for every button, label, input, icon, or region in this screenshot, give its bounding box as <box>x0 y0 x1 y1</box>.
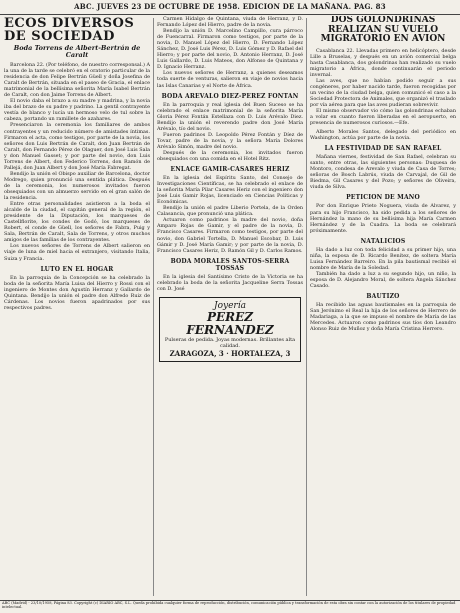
article-paragraph: Por don Enrique Prieto Noguera, viuda de Alvarez, y para su hijo Francisco, ha sido pedida a los señores de Hernández la mano de su bellísima hija María Carmen Hernández y de la Cuadra. La boda se celebrará próximamente. <box>310 203 456 234</box>
article-paragraph: Los nuevos señores de Torrens de Albert salieron en viaje de luna de miel hacia el extranjero, visitando Italia, Suiza y Francia. <box>4 243 150 262</box>
article-paragraph: Alberto Morales Santos, delegado del periódico en Washington, actúa por parte de la novia. <box>310 129 456 142</box>
ad-brand: PEREZ FERNANDEZ <box>186 309 274 337</box>
article-paragraph: Mañana viernes, festividad de San Rafael, celebran su santo, entre otras, las siguientes personas: Duquesa de Montoro, condesa de Arevalo y viuda de Casa de Torres; señoras de Bosch Labrús, viuda de Carvajal, de Gil de Biedma, Gil Casares y del Pozo; y señores de Oliveira, viuda de Silva. <box>310 154 456 191</box>
article-paragraph: Ha recibido las aguas bautismales en la parroquia de San Jerónimo el Real la hija de los señores de Herrero de Madariaga, a la que se impuso el nombre de María de las Mercedes. Actuaron como padrinos sus tíos don Leandro Alonso Ruiz de Muñoz y doña María Cristina Herrero. <box>310 302 456 333</box>
article-paragraph: El novio daba el brazo a su madre y madrina, y la novia iba del brazo de su padre y padrino. La gentil contrayente vestía de blanco y lucía un hermoso velo de tul sobre la cabeza, portando un ramillete de azahares. <box>4 98 150 123</box>
article-paragraph: También ha dado a luz a su segundo hijo, un niño, la esposa de D. Alejandro Moral, de soltera Ángela Sánchez Casado. <box>310 270 456 289</box>
article-paragraph: Las aves, que no habían podido seguir a sus congéneres, por haber nacido tarde, fueron recogidas por un vecino de la ciudad belga, quien comunicó el caso a la Sociedad Protectora de Animales, que organizó el traslado por vía aérea para que las aves pudieran sobrevivir. <box>310 77 456 108</box>
article-paragraph: Actuaron como padrinos la madre del novio, doña Amparo Rojas de Gamir, y el padre de la novia, D. Francisco Casares. Firmaron como testigos, por parte del novio, don Gabriel Tortella, D. Manuel Escobar, D. Luis Gámir y D. José María Gamir; y por parte de la novia, D. Francisco Casares Heriz, D. Ramón Gil y D. Carlos Ramos. <box>157 217 303 254</box>
article-headline: NATALICIOS <box>360 237 406 245</box>
article-paragraph: En la parroquia de la Concepción se ha celebrado la boda de la señorita María Luisa del Hierro y Rossi con el ingeniero de Montes don Agustín Herranz y Gallardo de Quintana. Bendijo la unión el padre don Alfredo Ruiz de Cárdenas. Los novios fueron apadrinados por sus respectivos padres. <box>4 274 150 311</box>
article-headline: Boda Torrens de Albert-Bertrán de Caralt <box>13 44 141 59</box>
column-rule <box>153 18 154 596</box>
article-paragraph: Presenciaron la ceremonia los familiares de ambos contrayentes y un reducido número de amistades íntimas. Firmaron el acta, como testigos, por parte de la novia, los señores don Luis Bertrán de Caralt, don Juan Bertrán de Caralt, don Fernando Pérez de Olaguer, don José Luis Sala y don Manuel Gasset; y por parte del novio, don Luis Torrens de Albert, don Federico Torrens, don Ramón de Pallejá, don Juan Albert y don José María Fabregat. <box>4 122 150 171</box>
article-headline: ENLACE GAMIR-CASARES HERIZ <box>170 166 290 174</box>
article-headline: BODA MORALES SANTOS-SERRA TOSSAS <box>170 257 290 272</box>
article-paragraph: Barcelona 22. (Por teléfono, de nuestro corresponsal.) A la una de la tarde se celebró en el oratorio particular de la residencia de don Felipe Bertrán Güell y doña Josefina de Caralt de Bertrán, situada en el paseo de Gracia, el enlace matrimonial de la bellísima señorita María Isabel Bertrán de Caralt, con don Jaime Torrens de Albert. <box>4 62 150 99</box>
column-3 <box>310 16 456 598</box>
article-paragraph: En la iglesia del Santísimo Cristo de la Victoria se ha celebrado la boda de la señorita Jacqueline Serra Tossas con D. José <box>157 273 303 292</box>
article-paragraph: Los nuevos señores de Herranz, a quienes deseamos toda suerte de venturas, salieron en viaje de novios hacia las Islas Canarias y el Norte de África. <box>157 70 303 89</box>
article-paragraph: En la parroquia y real iglesia del Buen Suceso se ha celebrado el enlace matrimonial de la señorita María Gloria Pérez Fontán Estellaza con D. Luis Arévalo Diez. Bendijo la unión el reverendo padre don José María Arévalo, tío del novio. <box>157 101 303 132</box>
article-headline: DOS GOLONDRINAS REALIZAN SU VUELO MIGRATORIO EN AVION <box>320 16 446 44</box>
article-headline: PETICION DE MANO <box>346 194 420 202</box>
article-paragraph: Bendijo la unión el padre Liberio Portela, de la Orden Calasancia, que pronunció una plática. <box>157 205 303 218</box>
article-headline: BODA AREVALO DIEZ-PEREZ FONTAN <box>161 92 299 100</box>
ad-address: ZARAGOZA, 3 · HORTALEZA, 3 <box>169 348 291 358</box>
article-paragraph: Bendijo la unión D. Marcelino Campillo, cura párroco de Fuencarral. Firmaron como testigos, por parte de la novia, D. Manuel López del Hierro, D. Fernando López Sánchez, D. José Luis Pérez, D. Luis Gómez y D. Rafael del Hierro; y por parte del novio, D. Antonio Herranz, D. José Luis Gallardo, D. Luis Mateos, don Alfonso de Quintana y D. Ignacio Herranz. <box>157 28 303 71</box>
article-paragraph: En la iglesia del Espíritu Santo, del Consejo de Investigaciones Científicas, se ha celebrado el enlace de la señorita María Pilar Casares Heriz con el ingeniero don José Luis Gamir Rojas, licenciado en Ciencias Políticas y Económicas. <box>157 175 303 206</box>
article-headline: LUTO EN EL HOGAR <box>40 265 114 273</box>
article-paragraph: Fueron padrinos D. Leopoldo Pérez Fontán y Díez de Tovar, padre de la novia, y la señora María Dolores Arévalo Simón, madre del novio. <box>157 131 303 150</box>
article-paragraph: Casablanca 22. Llevadas primero en helicóptero, desde Lille a Bruselas, y después en un avión comercial belga hasta Casablanca, dos golondrinas han realizado su vuelo migratorio a África, donde continuarán el periodo invernal. <box>310 47 456 78</box>
article-paragraph: Ha dado a luz con toda felicidad a su primer hijo, una niña, la esposa de D. Ricardo Benítez, de soltera María Luisa Fernández Barreiro. En la pila bautismal recibió el nombre de María de la Soledad. <box>310 246 456 271</box>
column-rule <box>306 18 307 596</box>
article-paragraph: El mismo observador vio cómo las golondrinas echaban a volar en cuanto fueron liberadas en el aeropuerto, en presencia de numerosos curiosos.—Efe. <box>310 107 456 127</box>
section-headline: ECOS DIVERSOS DE SOCIEDAD <box>4 16 135 44</box>
column-2 <box>157 16 303 598</box>
article-headline: LA FESTIVIDAD DE SAN RAFAEL <box>324 145 442 153</box>
page-header: ABC. JUEVES 23 DE OCTUBRE DE 1958. EDICION DE LA MAÑANA. PAG. 83 <box>0 0 460 15</box>
column-1 <box>4 16 150 598</box>
article-paragraph: Bendijo la unión el Obispo auxiliar de Barcelona, doctor Modrego, quien pronunció una sentida plática. Después de la ceremonia, los numerosos invitados fueron obsequiados con un almuerzo servido en el gran salón de la residencia. <box>4 170 150 202</box>
article-headline: BAUTIZO <box>366 293 400 301</box>
article-paragraph: Después de la ceremonia, los invitados fueron obsequiados con una comida en el Hotel Ritz. <box>157 149 303 162</box>
jewelry-advertisement <box>159 297 301 362</box>
article-paragraph: Entre otras personalidades asistieron a la boda el alcalde de la ciudad, el capitán general de la región, el presidente de la Diputación, los marqueses de Castellflorite, los condes de Godó, los marqueses de Robert, el conde de Güell, los señores de Fabra, Puig y Sala, Bertrán de Caralt, Sala de Torrens, y otros muchos amigos de las familias de los contrayentes. <box>4 201 150 244</box>
ad-line: Joyería <box>214 300 246 311</box>
copyright-footer: ABC (Madrid) - 23/10/1958, Página 83. Copyright (c) DIARIO ABC, S.L. Queda prohibida cualquier forma de reproducción, distribución, comunicación pública y transformación de esta obra sin contar con la autorización de los titulares de propiedad intelectual. <box>0 600 460 613</box>
ad-line: Pulseras de pedida. Joyas modernas. Brillantes alta calidad. <box>164 336 296 349</box>
article-paragraph: Carmen Hidalgo de Quintana, viuda de Herranz, y D. Fernando López del Hierro, padre de la novia. <box>157 16 303 29</box>
